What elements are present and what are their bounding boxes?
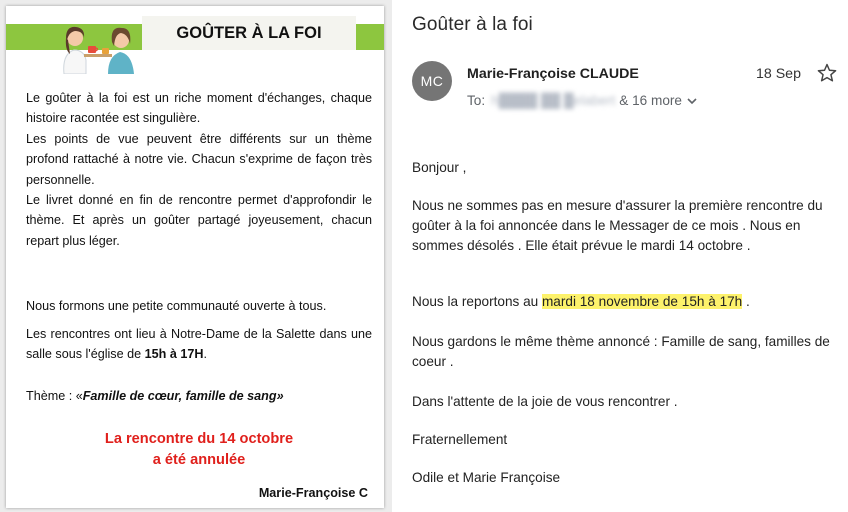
email-subject: Goûter à la foi xyxy=(412,14,533,35)
flyer-theme xyxy=(26,386,372,406)
flyer-meeting-time: 15h à 17H xyxy=(144,347,204,362)
to-label: To: xyxy=(467,93,486,108)
flyer-meeting-prefix: Les rencontres ont lieu à Notre-Dame de la Salette dans une salle sous l'église de xyxy=(26,327,372,362)
chevron-down-icon[interactable] xyxy=(686,95,698,107)
flyer-community-text: Nous formons une petite communauté ouverte à tous. xyxy=(26,299,327,313)
highlighted-new-date: mardi 18 novembre de 15h à 17h xyxy=(541,294,743,309)
email-paragraph-reschedule xyxy=(412,292,832,312)
flyer-header xyxy=(6,16,384,50)
flyer-intro-line: Le goûter à la foi est un riche moment d'échanges, chaque histoire racontée est singulière. xyxy=(26,91,372,126)
flyer-meeting-suffix: . xyxy=(203,347,207,362)
flyer-cancel-line2: a été annulée xyxy=(152,452,246,468)
flyer-theme-value: Famille de cœur, famille de sang» xyxy=(82,389,284,403)
flyer-signature: Marie-Françoise C xyxy=(258,486,368,500)
flyer-panel xyxy=(0,0,392,512)
recipients-line[interactable] xyxy=(467,93,698,108)
email-closing: Fraternellement xyxy=(412,432,508,447)
email-paragraph: Nous ne sommes pas en mesure d'assurer la première rencontre du goûter à la foi annoncée dans le Messager de ce mois . Nous en sommes désolés . Elle était prévue le mardi 14 octobre . xyxy=(412,198,823,253)
sender-name[interactable]: Marie-Françoise CLAUDE xyxy=(467,66,639,82)
email-date: 18 Sep xyxy=(756,66,801,82)
avatar[interactable]: MC xyxy=(412,61,452,101)
flyer-intro xyxy=(26,88,372,251)
email-paragraph: Dans l'attente de la joie de vous rencontrer . xyxy=(412,394,678,409)
reschedule-suffix: . xyxy=(742,294,750,309)
email-paragraph: Nous gardons le même thème annoncé : Famille de sang, familles de coeur . xyxy=(412,334,830,369)
email-view xyxy=(392,0,848,512)
star-icon[interactable] xyxy=(816,62,838,84)
flyer-title: GOÛTER À LA FOI xyxy=(142,16,356,50)
flyer-cancel-line1: La rencontre du 14 octobre xyxy=(104,431,294,447)
redacted-recipient: h████ ██ █elabert xyxy=(491,93,616,108)
two-women-tea-illustration xyxy=(50,16,146,74)
flyer-intro-line: Les points de vue peuvent être différents sur un thème profond rattaché à notre vie. Chacun s'exprime de façon très personnelle. xyxy=(26,131,372,187)
flyer-meeting-text xyxy=(26,324,372,365)
reschedule-prefix: Nous la reportons au xyxy=(412,294,542,309)
flyer-meeting xyxy=(26,324,372,365)
flyer xyxy=(6,6,384,508)
flyer-intro-line: Le livret donné en fin de rencontre permet d'approfondir le thème. Et après un goûter partagé joyeusement, chacun repart plus léger. xyxy=(26,193,372,248)
more-recipients[interactable]: & 16 more xyxy=(619,93,682,108)
flyer-theme-label: Thème : « xyxy=(26,389,83,403)
flyer-cancellation-notice xyxy=(26,429,372,471)
email-greeting: Bonjour , xyxy=(412,160,467,175)
email-signoff: Odile et Marie Françoise xyxy=(412,470,561,485)
flyer-theme-text xyxy=(26,386,372,406)
flyer-community xyxy=(26,296,372,316)
